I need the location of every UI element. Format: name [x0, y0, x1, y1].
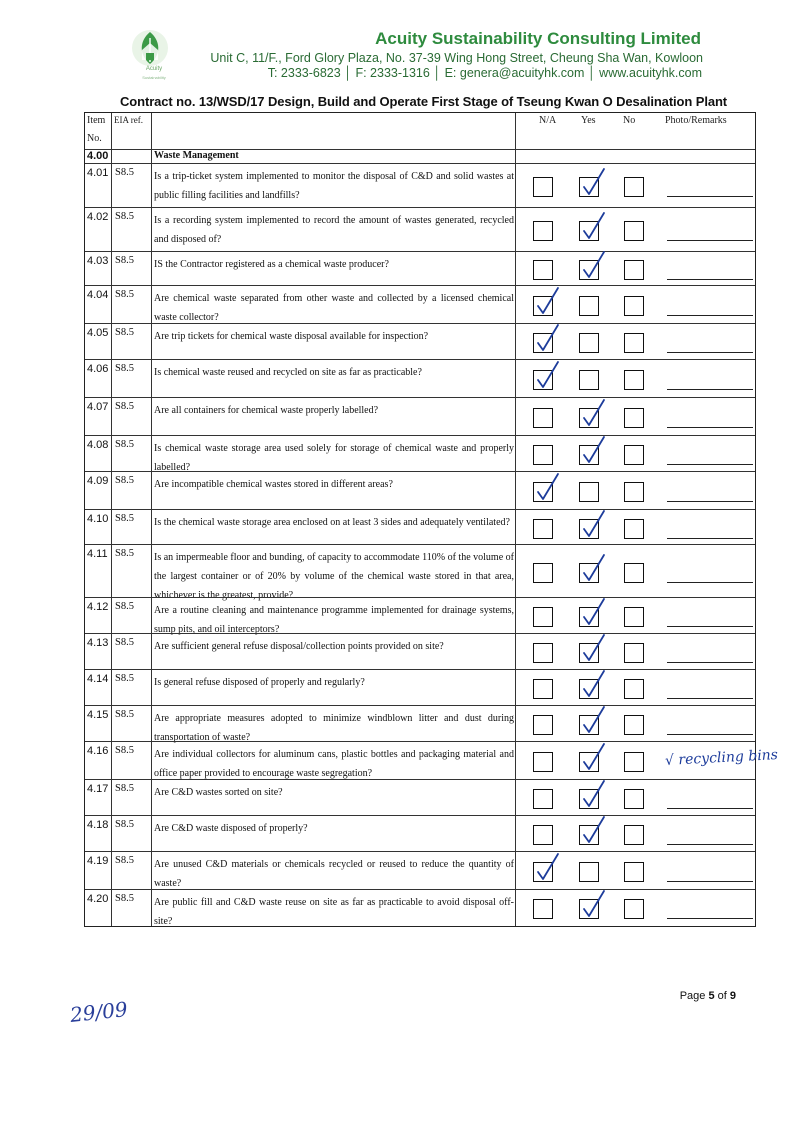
remarks-line[interactable]: [667, 464, 753, 465]
remarks-line[interactable]: [667, 734, 753, 735]
checkbox-na[interactable]: [533, 260, 553, 280]
eia-ref: S8.5: [115, 255, 134, 266]
section-item-number: 4.00: [87, 150, 109, 162]
item-description: Are individual collectors for aluminum cans, plastic bottles and packaging material and office paper provided to encourage waste segregation?: [154, 749, 514, 779]
item-description: Are appropriate measures adopted to minimize windblown litter and dust during transportation of waste?: [154, 713, 514, 743]
row-divider: [85, 397, 755, 398]
checkbox-yes[interactable]: [579, 370, 599, 390]
remarks-line[interactable]: [667, 662, 753, 663]
remarks-line[interactable]: [667, 352, 753, 353]
checkbox-na[interactable]: [533, 445, 553, 465]
checkbox-na[interactable]: [533, 519, 553, 539]
table-row: [85, 509, 755, 544]
eia-ref: S8.5: [115, 893, 134, 904]
item-number: 4.06: [87, 363, 109, 375]
section-row: [85, 149, 755, 163]
checkbox-no[interactable]: [624, 296, 644, 316]
item-number: 4.02: [87, 211, 109, 223]
eia-ref: S8.5: [115, 745, 134, 756]
item-description: Are unused C&D materials or chemicals recycled or reused to reduce the quantity of waste?: [154, 859, 514, 889]
table-row: [85, 597, 755, 633]
remarks-line[interactable]: [667, 538, 753, 539]
remarks-line[interactable]: [667, 240, 753, 241]
eia-ref: S8.5: [115, 439, 134, 450]
item-number: 4.16: [87, 745, 109, 757]
table-row: [85, 741, 779, 779]
check-mark-icon: [581, 553, 607, 583]
row-divider: [85, 285, 755, 286]
checkbox-yes[interactable]: [579, 482, 599, 502]
eia-ref: S8.5: [115, 211, 134, 222]
item-number: 4.18: [87, 819, 109, 831]
col-header-no: No.: [87, 133, 102, 144]
checkbox-no[interactable]: [624, 370, 644, 390]
checkbox-no[interactable]: [624, 643, 644, 663]
checkbox-no[interactable]: [624, 482, 644, 502]
table-row: [85, 669, 755, 705]
checkbox-na[interactable]: [533, 715, 553, 735]
col-header-remarks: Photo/Remarks: [665, 115, 727, 126]
item-number: 4.20: [87, 893, 109, 905]
row-divider: [85, 471, 755, 472]
item-number: 4.15: [87, 709, 109, 721]
remarks-line[interactable]: [667, 582, 753, 583]
eia-ref: S8.5: [115, 855, 134, 866]
remarks-line[interactable]: [667, 315, 753, 316]
item-description: Are chemical waste separated from other waste and collected by a licensed chemical waste collector?: [154, 293, 514, 323]
remarks-line[interactable]: [667, 389, 753, 390]
row-divider: [85, 597, 755, 598]
remarks-line[interactable]: [667, 881, 753, 882]
item-number: 4.08: [87, 439, 109, 451]
check-mark-icon: [535, 852, 561, 882]
remarks-line[interactable]: [667, 844, 753, 845]
eia-ref: S8.5: [115, 819, 134, 830]
item-description: Are incompatible chemical wastes stored in different areas?: [154, 479, 393, 490]
checklist-table: [84, 112, 779, 927]
checkbox-na[interactable]: [533, 789, 553, 809]
row-divider: [85, 323, 755, 324]
check-mark-icon: [535, 286, 561, 316]
check-mark-icon: [581, 889, 607, 919]
item-description: Is a recording system implemented to record the amount of wastes generated, recycled and disposed of?: [154, 215, 514, 245]
check-mark-icon: [581, 815, 607, 845]
page-total: 9: [729, 990, 736, 1002]
page-number: [680, 990, 736, 1002]
eia-ref: S8.5: [115, 513, 134, 524]
check-mark-icon: [581, 435, 607, 465]
item-number: 4.09: [87, 475, 109, 487]
table-row: [85, 471, 755, 509]
item-description: Are sufficient general refuse disposal/collection points provided on site?: [154, 641, 444, 652]
table-row: [85, 851, 755, 889]
table-row: [85, 544, 755, 601]
check-mark-icon: [581, 211, 607, 241]
page-label: Page: [679, 990, 709, 1002]
eia-ref: S8.5: [115, 289, 134, 300]
table-row: [85, 207, 755, 251]
check-mark-icon: [581, 742, 607, 772]
table-row: [85, 435, 755, 471]
item-description: Is chemical waste reused and recycled on site as far as practicable?: [154, 367, 422, 378]
item-number: 4.05: [87, 327, 109, 339]
checkbox-na[interactable]: [533, 899, 553, 919]
item-description: Is a trip-ticket system implemented to monitor the disposal of C&D and solid wastes at public filling facilities and landfills?: [154, 171, 514, 201]
checkbox-no[interactable]: [624, 445, 644, 465]
remarks-line[interactable]: [667, 918, 753, 919]
checkbox-no[interactable]: [624, 563, 644, 583]
item-number: 4.10: [87, 513, 109, 525]
eia-ref: S8.5: [115, 673, 134, 684]
eia-ref: S8.5: [115, 709, 134, 720]
table-row: [85, 285, 755, 323]
remarks-line[interactable]: [667, 626, 753, 627]
checkbox-na[interactable]: [533, 408, 553, 428]
table-row: [85, 779, 755, 815]
checkbox-no[interactable]: [624, 679, 644, 699]
page-current: 5: [708, 990, 715, 1002]
handwritten-date: 29/09: [68, 997, 129, 1027]
row-divider: [85, 544, 755, 545]
checkbox-no[interactable]: [624, 752, 644, 772]
company-contact: T: 2333-6823 │ F: 2333-1316 │ E: genera@acuityhk.com │ www.acuityhk.com: [267, 66, 702, 80]
item-description: Are C&D wastes sorted on site?: [154, 787, 283, 798]
check-mark-icon: [581, 509, 607, 539]
check-mark-icon: [581, 705, 607, 735]
remarks-line[interactable]: [667, 196, 753, 197]
checkbox-na[interactable]: [533, 643, 553, 663]
remarks-line[interactable]: [667, 279, 753, 280]
company-name: Acuity Sustainability Consulting Limited: [375, 29, 701, 48]
row-divider: [85, 633, 755, 634]
item-number: 4.07: [87, 401, 109, 413]
table-row: [85, 889, 755, 925]
item-description: Is general refuse disposed of properly and regularly?: [154, 677, 365, 688]
item-description: Is an impermeable floor and bunding, of capacity to accommodate 110% of the volume of the largest container or of 20% by volume of the chemical waste stored in that area, whichever is the greatest, provide?: [154, 552, 514, 601]
item-number: 4.14: [87, 673, 109, 685]
row-divider: [85, 509, 755, 510]
eia-ref: S8.5: [115, 363, 134, 374]
eia-ref: S8.5: [115, 401, 134, 412]
checkbox-na[interactable]: [533, 825, 553, 845]
col-header-yes: Yes: [581, 115, 596, 126]
col-header-no-answer: No: [623, 115, 636, 126]
checkbox-yes[interactable]: [579, 333, 599, 353]
remarks-line[interactable]: [667, 501, 753, 502]
checkbox-no[interactable]: [624, 607, 644, 627]
check-mark-icon: [581, 597, 607, 627]
checkbox-yes[interactable]: [579, 296, 599, 316]
eia-ref: S8.5: [115, 548, 134, 559]
check-mark-icon: [535, 323, 561, 353]
check-mark-icon: [535, 360, 561, 390]
checkbox-no[interactable]: [624, 260, 644, 280]
item-number: 4.03: [87, 255, 109, 267]
checkbox-no[interactable]: [624, 715, 644, 735]
eia-ref: S8.5: [115, 601, 134, 612]
row-divider: [85, 705, 755, 706]
row-divider: [85, 889, 755, 890]
item-number: 4.04: [87, 289, 109, 301]
item-description: Is the chemical waste storage area enclosed on at least 3 sides and adequately ventilated?: [154, 517, 510, 528]
row-divider: [85, 741, 755, 742]
table-row: [85, 815, 755, 851]
checkbox-yes[interactable]: [579, 862, 599, 882]
logo-subtext: Sustainability: [142, 75, 166, 80]
item-description: Are C&D waste disposed of properly?: [154, 823, 308, 834]
section-title: Waste Management: [154, 150, 239, 161]
checkbox-na[interactable]: [533, 177, 553, 197]
table-row: [85, 323, 755, 359]
checkbox-no[interactable]: [624, 221, 644, 241]
item-number: 4.12: [87, 601, 109, 613]
checkbox-no[interactable]: [624, 177, 644, 197]
item-description: Are a routine cleaning and maintenance programme implemented for drainage systems, sump pits, and oil interceptors?: [154, 605, 514, 635]
table-row: [85, 397, 755, 435]
item-description: IS the Contractor registered as a chemical waste producer?: [154, 259, 389, 270]
item-number: 4.11: [87, 548, 108, 560]
checkbox-no[interactable]: [624, 789, 644, 809]
row-divider: [85, 163, 755, 164]
col-header-eia-ref: EIA ref.: [114, 115, 143, 125]
item-description: Are all containers for chemical waste properly labelled?: [154, 405, 379, 416]
contract-title: Contract no. 13/WSD/17 Design, Build and Operate First Stage of Tseung Kwan O Desalination Plant: [120, 94, 728, 109]
item-number: 4.13: [87, 637, 109, 649]
eia-ref: S8.5: [115, 327, 134, 338]
eia-ref: S8.5: [115, 475, 134, 486]
eia-ref: S8.5: [115, 167, 134, 178]
checkbox-na[interactable]: [533, 221, 553, 241]
company-address: Unit C, 11/F., Ford Glory Plaza, No. 37-39 Wing Hong Street, Cheung Sha Wan, Kowloon: [210, 51, 703, 65]
checkbox-na[interactable]: [533, 607, 553, 627]
row-divider: [85, 435, 755, 436]
check-mark-icon: [581, 167, 607, 197]
item-number: 4.19: [87, 855, 109, 867]
row-divider: [85, 359, 755, 360]
checkbox-na[interactable]: [533, 563, 553, 583]
check-mark-icon: [581, 669, 607, 699]
checkbox-no[interactable]: [624, 333, 644, 353]
check-mark-icon: [535, 472, 561, 502]
table-row: [85, 633, 755, 669]
logo-text: Acuity: [145, 66, 163, 72]
check-mark-icon: [581, 633, 607, 663]
checkbox-no[interactable]: [624, 825, 644, 845]
handwritten-remark: √ recycling bins: [664, 747, 779, 769]
row-divider: [85, 815, 755, 816]
checkbox-na[interactable]: [533, 752, 553, 772]
row-divider: [85, 779, 755, 780]
table-row: [85, 163, 755, 207]
remarks-line[interactable]: [667, 808, 753, 809]
check-mark-icon: [581, 779, 607, 809]
item-description: Is chemical waste storage area used solely for storage of chemical waste and properly labelled?: [154, 443, 514, 473]
checkbox-no[interactable]: [624, 519, 644, 539]
remarks-line[interactable]: [667, 427, 753, 428]
remarks-line[interactable]: [667, 698, 753, 699]
checkbox-na[interactable]: [533, 679, 553, 699]
item-number: 4.01: [87, 167, 109, 179]
page-of-label: of: [714, 990, 730, 1002]
checkbox-no[interactable]: [624, 899, 644, 919]
check-mark-icon: [581, 398, 607, 428]
row-divider: [85, 669, 755, 670]
item-description: Are trip tickets for chemical waste disposal available for inspection?: [154, 331, 429, 342]
check-mark-icon: [581, 250, 607, 280]
table-row: [85, 251, 755, 285]
row-divider: [85, 207, 755, 208]
item-description: Are public fill and C&D waste reuse on site as far as practicable to avoid disposal off-site?: [154, 897, 514, 927]
checkbox-no[interactable]: [624, 408, 644, 428]
col-header-item: Item: [87, 115, 106, 126]
checkbox-no[interactable]: [624, 862, 644, 882]
table-row: [85, 359, 755, 397]
table-row: [85, 705, 755, 741]
row-divider: [85, 251, 755, 252]
item-number: 4.17: [87, 783, 109, 795]
row-divider: [85, 851, 755, 852]
eia-ref: S8.5: [115, 637, 134, 648]
eia-ref: S8.5: [115, 783, 134, 794]
col-header-na: N/A: [539, 115, 557, 126]
